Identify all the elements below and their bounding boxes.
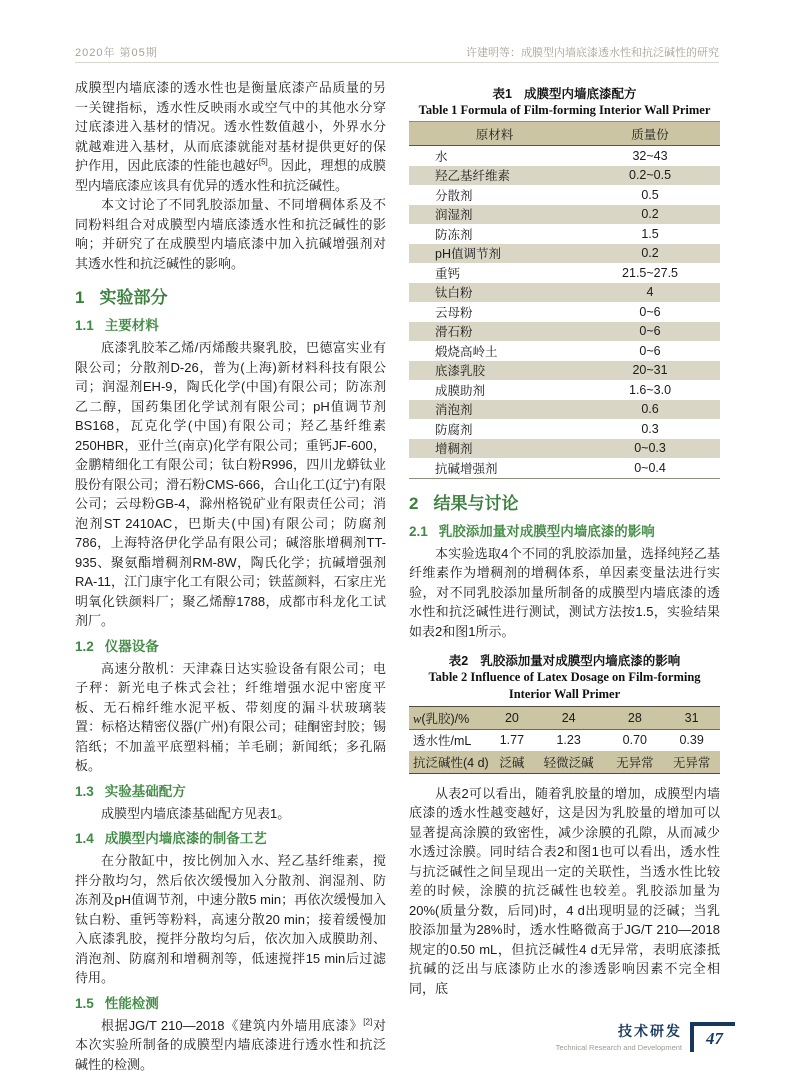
section-1-number: 1 <box>75 288 85 307</box>
spacer <box>409 774 720 784</box>
table-cell: 4 <box>646 285 654 300</box>
dosage-label: (乳胶)/% <box>421 711 470 726</box>
table-cell: 0.39 <box>679 733 704 748</box>
table-row <box>409 244 720 264</box>
table-cell: 0.2~0.5 <box>629 168 672 183</box>
table-row <box>409 322 720 342</box>
section-1-2-title: 仪器设备 <box>104 638 159 654</box>
table-cell: 水 <box>435 149 448 164</box>
table1-caption-label: 表1 <box>492 87 512 101</box>
section-1-3-heading <box>75 780 386 800</box>
section-1-4-number: 1.4 <box>75 831 94 846</box>
table-cell: 煅烧高岭土 <box>435 344 498 359</box>
table-cell: 羟乙基纤维素 <box>435 169 511 184</box>
table-cell: 1.77 <box>499 733 525 748</box>
section-1-2-heading <box>75 635 386 655</box>
s15-text-end: 对本次实验所制备的成膜型内墙底漆进行透水性和抗泛碱性的检测。 <box>75 1017 386 1072</box>
paragraph-scope: 本文讨论了不同乳胶添加量、不同增稠体系及不同粉料组合对成膜型内墙底漆透水性和抗泛碱性的影响；并研究了在成膜型内墙底漆中加入抗碱增强剂对其透水性和抗泛碱性的影响。 <box>75 197 386 271</box>
table1-caption-en: Table 1 Formula of Film-forming Interior Wall Primer <box>418 103 711 117</box>
section-1-5-body <box>75 1016 386 1075</box>
table-row <box>409 166 720 186</box>
section-1-1-title: 主要材料 <box>104 318 159 333</box>
table-cell: 滑石粉 <box>435 325 473 340</box>
table1-caption-zh <box>409 84 720 102</box>
page-number-box <box>690 1022 735 1052</box>
table-row <box>409 185 720 205</box>
section-2-1-number: 2.1 <box>409 523 428 539</box>
table1-col-material: 原材料 <box>409 122 580 146</box>
table2-permeability-row <box>409 729 720 751</box>
table-cell: 32~43 <box>632 148 668 163</box>
table-cell: 防冻剂 <box>435 227 473 242</box>
table-cell: 分散剂 <box>435 188 473 203</box>
section-1-1-number: 1.1 <box>75 318 94 333</box>
header-divider <box>75 62 719 63</box>
table-cell: pH值调节剂 <box>435 247 501 262</box>
footer-label-en: Technical Research and Development <box>555 1043 682 1052</box>
table-cell: 云母粉 <box>435 305 473 320</box>
table-cell: 1.5 <box>641 226 659 241</box>
table-cell: 润湿剂 <box>435 208 473 223</box>
table-cell: 21.5~27.5 <box>622 265 679 280</box>
table1-formula <box>409 121 720 479</box>
table-row <box>409 146 720 166</box>
table-row <box>409 341 720 361</box>
table-cell: 0.70 <box>622 733 648 748</box>
section-1-title: 实验部分 <box>99 288 168 307</box>
table-cell: 抗泛碱性(4 d) <box>413 755 489 770</box>
table-cell: 无异常 <box>672 755 711 770</box>
table2-latex-dosage <box>409 706 720 774</box>
section-1-4-heading <box>75 827 386 847</box>
section-1-4-body: 在分散缸中，按比例加入水、羟乙基纤维素，搅拌分散均匀，然后依次缓慢加入分散剂、润湿剂、防冻剂及pH值调节剂，中速分散5 min；再依次缓慢加入钛白粉、重钙等粉料，高速分散20 min；接着缓慢加入底漆乳胶，搅拌分散均匀后，依次加入成膜助剂、消泡剂、防腐剂和增稠剂等，低速搅拌15 min后过滤待用。 <box>75 853 386 985</box>
table-row <box>409 439 720 459</box>
table-cell: 0~6 <box>639 304 661 319</box>
table-row <box>409 263 720 283</box>
table-row <box>409 302 720 322</box>
table-cell: 透水性/mL <box>413 734 472 749</box>
table-cell: 增稠剂 <box>435 442 473 457</box>
table1-caption-title: 成膜型内墙底漆配方 <box>523 87 637 101</box>
table-cell: 28 <box>627 710 642 725</box>
section-1-1-heading <box>75 314 386 334</box>
s15-text: 根据JG/T 210—2018《建筑内外墙用底漆》 <box>101 1017 364 1033</box>
section-2-1-body: 本实验选取4个不同的乳胶添加量，选择纯羟乙基纤维素作为增稠剂的增稠体系，单因素变量法进行实验，对不同乳胶添加量所制备的成膜型内墙底漆的透水性和抗泛碱性进行测试，测试方法按1.5，实验结果如表2和图1所示。 <box>409 545 720 639</box>
footer-label-zh: 技术研发 <box>618 1023 682 1039</box>
table2-caption-title: 乳胶添加量对成膜型内墙底漆的影响 <box>480 654 681 668</box>
table-cell: 泛碱 <box>499 755 525 770</box>
section-1-2-body: 高速分散机：天津森日达实验设备有限公司；电子秤：新光电子株式会社；纤维增强水泥中密度平板、无石棉纤维水泥平板、带刻度的漏斗状玻璃装置：标格达精密仪器(广州)有限公司；硅酮密封胶；锡箔纸；不加盖平底塑料桶；羊毛刷；新闻纸；多孔隔板。 <box>75 660 386 773</box>
table-cell: 20 <box>504 710 519 725</box>
table-cell: 钛白粉 <box>435 286 473 301</box>
table-cell: 31 <box>684 710 699 725</box>
citation-5: [5] <box>258 157 268 167</box>
section-1-5-number: 1.5 <box>75 995 94 1011</box>
section-2-number: 2 <box>409 493 419 513</box>
table-cell: 重钙 <box>435 266 461 281</box>
section-2-title: 结果与讨论 <box>433 493 519 513</box>
table-cell: 抗碱增强剂 <box>435 461 498 476</box>
section-1-3-number: 1.3 <box>75 783 94 799</box>
footer-section-label <box>556 1021 682 1052</box>
right-column <box>409 82 720 998</box>
table-row <box>409 224 720 244</box>
table-cell: 0~0.4 <box>634 460 666 475</box>
section-1-5-title: 性能检测 <box>104 995 159 1011</box>
table-row <box>409 400 720 420</box>
table-cell: 消泡剂 <box>435 403 473 418</box>
table1-header-row <box>409 122 720 146</box>
table-cell: 0.3 <box>641 421 659 436</box>
table-cell: 0.2 <box>641 207 659 222</box>
page-number: 47 <box>706 1029 723 1048</box>
table-cell: 0.2 <box>641 246 659 261</box>
table2-caption-zh <box>409 651 720 669</box>
table-row <box>409 361 720 381</box>
section-1-4-title: 成膜型内墙底漆的制备工艺 <box>104 831 267 846</box>
paragraph-intro <box>75 78 386 195</box>
table-row <box>409 283 720 303</box>
running-title: 许建明等：成膜型内墙底漆透水性和抗泛碱性的研究 <box>466 47 719 59</box>
table-cell: 24 <box>561 710 576 725</box>
section-1-heading <box>75 283 386 308</box>
table2-caption-en-line2: Interior Wall Primer <box>508 687 621 701</box>
table-cell: 0~6 <box>639 324 661 339</box>
section-1-3-body: 成膜型内墙底漆基础配方见表1。 <box>101 805 291 821</box>
table-cell: 0~6 <box>639 343 661 358</box>
table2-alkali-row <box>409 751 720 773</box>
table-cell: 0.5 <box>641 187 659 202</box>
citation-2: [2] <box>363 1017 373 1027</box>
section-2-heading <box>409 489 720 514</box>
table2-caption-label: 表2 <box>448 654 469 668</box>
table-cell: 1.23 <box>556 733 581 748</box>
section-1-5-heading <box>75 992 386 1012</box>
table-row <box>409 419 720 439</box>
table-cell: 成膜助剂 <box>435 383 486 398</box>
intro-text: 成膜型内墙底漆的透水性也是衡量底漆产品质量的另一关键指标，透水性反映雨水或空气中的其他水分穿过底漆进入基材的情况。透水性数值越小，外界水分就越难进入基材，从而底漆就能对基材提供更好的保护作用，因此底漆的性能也越好 <box>75 80 386 173</box>
table-cell: 底漆乳胶 <box>435 364 486 379</box>
section-2-1-title: 乳胶添加量对成膜型内墙底漆的影响 <box>438 523 655 539</box>
spacer <box>409 641 720 649</box>
table-cell: 0~0.3 <box>634 441 666 456</box>
left-column <box>75 78 386 1074</box>
table-cell: 0.6 <box>641 402 659 417</box>
table1-col-mass: 质量份 <box>580 122 720 146</box>
table-row <box>409 458 720 478</box>
section-1-3-title: 实验基础配方 <box>104 783 186 799</box>
section-1-2-number: 1.2 <box>75 638 94 654</box>
intro-text-end: 。因此，理想的成膜型内墙底漆应该具有优异的透水性和抗泛碱性。 <box>75 158 386 193</box>
table-row <box>409 205 720 225</box>
table2-dosage-row <box>409 707 720 730</box>
table-row <box>409 380 720 400</box>
section-1-1-body: 底漆乳胶苯乙烯/丙烯酸共聚乳胶，巴德富实业有限公司；分散剂D-26，普为(上海)新材料科技有限公司；润湿剂EH-9，陶氏化学(中国)有限公司；防冻剂乙二醇，国药集团化学试剂有限公司；pH值调节剂BS168，瓦克化学(中国)有限公司；羟乙基纤维素250HBR，亚什兰(南京)化学有限公司；重钙JF-600，金鹏精细化工有限公司；钛白粉R996，四川龙蟒钛业股份有限公司；滑石粉CMS-666，合山化工(辽宁)有限公司；云母粉GB-4，滁州格锐矿业有限责任公司；消泡剂ST 2410AC，巴斯夫(中国)有限公司；防腐剂786，上海特洛伊化学品有限公司；碱溶胀增稠剂TT-935、聚氨酯增稠剂RM-8W，陶氏化学；抗碱增强剂RA-11，江门康宇化工有限公司；铁蓝颜料，石家庄光明氧化铁颜料厂；聚乙烯醇1788，成都市科龙化工试剂厂。 <box>75 340 386 628</box>
table-cell: 1.6~3.0 <box>629 382 672 397</box>
table-cell: 无异常 <box>616 755 654 770</box>
table-cell: 20~31 <box>632 363 668 378</box>
table2-caption-en-line1: Table 2 Influence of Latex Dosage on Film-forming <box>428 670 701 684</box>
table-cell: 轻微泛碱 <box>543 755 594 770</box>
w-symbol: w <box>413 711 422 726</box>
discussion-paragraph: 从表2可以看出，随着乳胶量的增加，成膜型内墙底漆的透水性越变越好，这是因为乳胶量的增加可以显著提高涂膜的致密性，减少涂膜的孔隙，从而减少水透过涂膜。同时结合表2和图1也可以看出，透水性与抗泛碱性之间呈现出一定的关联性，当透水性比较差的时候，涂膜的抗泛碱性也较差。乳胶添加量为20%(质量分数，后同)时，4 d出现明显的泛碱；当乳胶添加量为28%时，透水性略微高于JG/T 210—2018规定的0.50 mL，但抗泛碱性4 d无异常，表明底漆抵抗碱的泛出与底漆防止水的渗透影响因素不完全相同，底 <box>409 785 720 996</box>
table-cell: 防腐剂 <box>435 422 473 437</box>
journal-issue: 2020年 第05期 <box>75 47 158 59</box>
table-cell <box>409 707 493 730</box>
section-2-1-heading <box>409 520 720 540</box>
